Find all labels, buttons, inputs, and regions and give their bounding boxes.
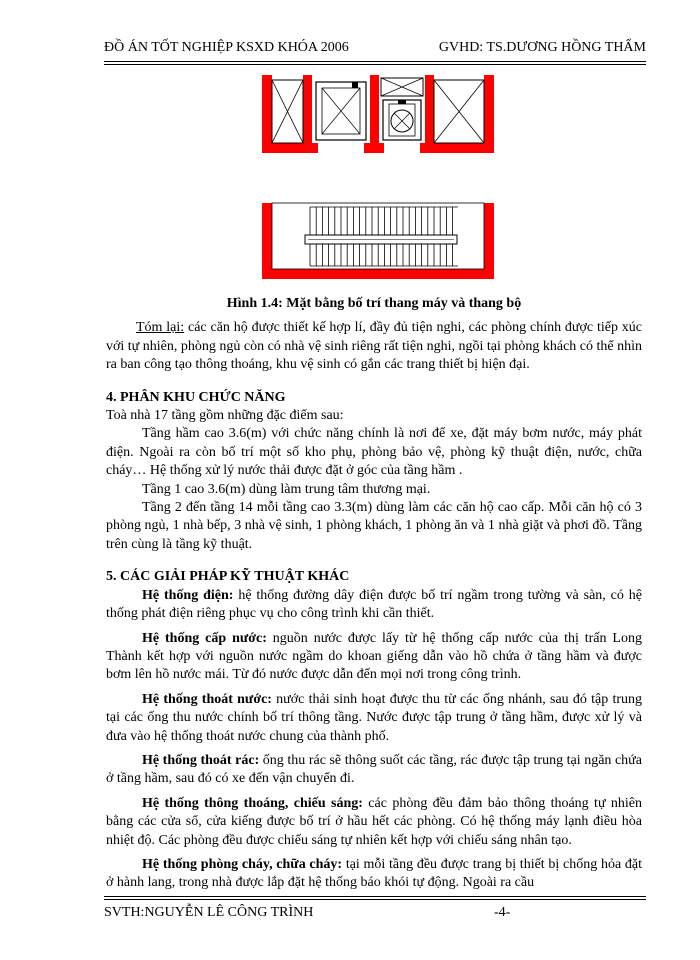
stair-plan [262, 203, 494, 279]
section-4-paragraph-floor1: Tầng 1 cao 3.6(m) dùng làm trung tâm thương mại. [142, 481, 431, 497]
footer-rule-double [104, 899, 646, 900]
footer-rule [104, 896, 646, 897]
section-4-intro: Toà nhà 17 tầng gồm những đặc điểm sau: [106, 408, 344, 424]
section-5-electric: Hệ thống điện: hệ thống đường dây điện được bố trí ngầm trong tường và sàn, có hệ thống phát điện riêng phục vụ cho công trình khi cần thiết. [106, 587, 642, 622]
document-body [106, 295, 642, 893]
stair-wall-left [262, 203, 272, 279]
summary-text: các căn hộ được thiết kế hợp lí, đầy đủ tiện nghi, các phòng chính được tiếp xúc với tự nhiên, phòng ngủ còn có nhà vệ sinh riêng rất tiện nghi, ngồi tại phòng khách có thể nhìn ra ban công tạo thông thoáng, khu vệ sinh có gắn các trang thiết bị hiện đại. [106, 320, 643, 373]
section-5-ventilation: Hệ thống thông thoáng, chiếu sáng: các phòng đều đảm bảo thông thoáng tự nhiên bằng các cửa sổ, cửa kiếng được bố trí ở hầu hết các phòng. Có hệ thống máy lạnh điều hòa nhiệt độ. Các phòng đều được chiếu sáng tự nhiên kết hợp với chiếu sáng nhân tạo. [106, 795, 642, 848]
stair-wall-right [484, 203, 494, 279]
section-4-paragraph-basement: Tầng hầm cao 3.6(m) với chức năng chính là nơi để xe, đặt máy bơm nước, máy phát điện. Ngoài ra còn bố trí một số kho phụ, phòng bảo vệ, phòng kỹ thuật điện, nước, chữa cháy… Hệ thống xử lý nước thải được đặt ở góc của tầng hầm . [106, 426, 642, 479]
wall-inner-3 [425, 75, 434, 153]
section-5-water-supply: Hệ thống cấp nước: nguồn nước được lấy từ hệ thống cấp nước của thị trấn Long Thành kết hợp với nguồn nước ngầm do khoan giếng dẫn vào hồ chứa ở tầng hầm và được bơm lên hồ nước mái. Từ đó nước được dẫn đến mọi nơi trong công trình. [106, 630, 642, 683]
elevator-stair-plan-figure [0, 0, 700, 300]
wall-right [484, 75, 494, 153]
wall-inner-1 [303, 75, 312, 153]
wall-left [262, 75, 272, 153]
section-5-drainage: Hệ thống thoát nước: nước thải sinh hoạt được thu từ các ống nhánh, sau đó tập trung tại các ống thu nước chính bố trí thông tầng. Nước được tập trung ở tầng hầm, được xử lý và đưa vào hệ thống thoát nước chung của thành phố. [106, 691, 643, 744]
footer-student: SVTH:NGUYỄN LÊ CÔNG TRÌNH [104, 905, 314, 920]
section-5-fire: Hệ thống phòng cháy, chữa cháy: tại mỗi tầng đều được trang bị thiết bị chống hỏa đặt ở hành lang, trong nhà được lắp đặt hệ thống báo khói tự động. Ngoài ra cầu [106, 856, 642, 891]
section-5-heading: 5. CÁC GIẢI PHÁP KỸ THUẬT KHÁC [106, 569, 350, 585]
figure-caption: Hình 1.4: Mặt bằng bố trí thang máy và thang bộ [226, 296, 522, 311]
summary-label: Tóm lại: [136, 320, 185, 336]
header-advisor: GVHD: TS.DƯƠNG HỒNG THẨM [438, 40, 646, 55]
elevator-plan [262, 75, 494, 153]
door-opening-2 [384, 143, 420, 153]
section-5-waste: Hệ thống thoát rác: ống thu rác sẽ thông suốt các tầng, rác được tập trung tại ngăn chứa ở tầng hầm, sau đó có xe đến vận chuyển đi. [106, 752, 642, 787]
summary-paragraph [106, 319, 642, 374]
section-4-paragraph-floors2-14: Tầng 2 đến tầng 14 mỗi tầng cao 3.3(m) dùng làm các căn hộ cao cấp. Mỗi căn hộ có 3 phòng ngủ, 1 nhà bếp, 3 nhà vệ sinh, 1 phòng khách, 1 phòng ăn và 1 nhà giặt và phơi đồ. Tầng trên cùng là tầng kỹ thuật. [106, 500, 642, 552]
header-project-title: ĐỒ ÁN TỐT NGHIỆP KSXD KHÓA 2006 [104, 40, 349, 55]
page-number: -4- [494, 905, 511, 920]
wall-inner-2 [370, 75, 379, 153]
section-4-heading: 4. PHÂN KHU CHỨC NĂNG [106, 389, 286, 405]
door-opening-1 [318, 143, 364, 153]
stair-wall-bottom [262, 269, 494, 279]
